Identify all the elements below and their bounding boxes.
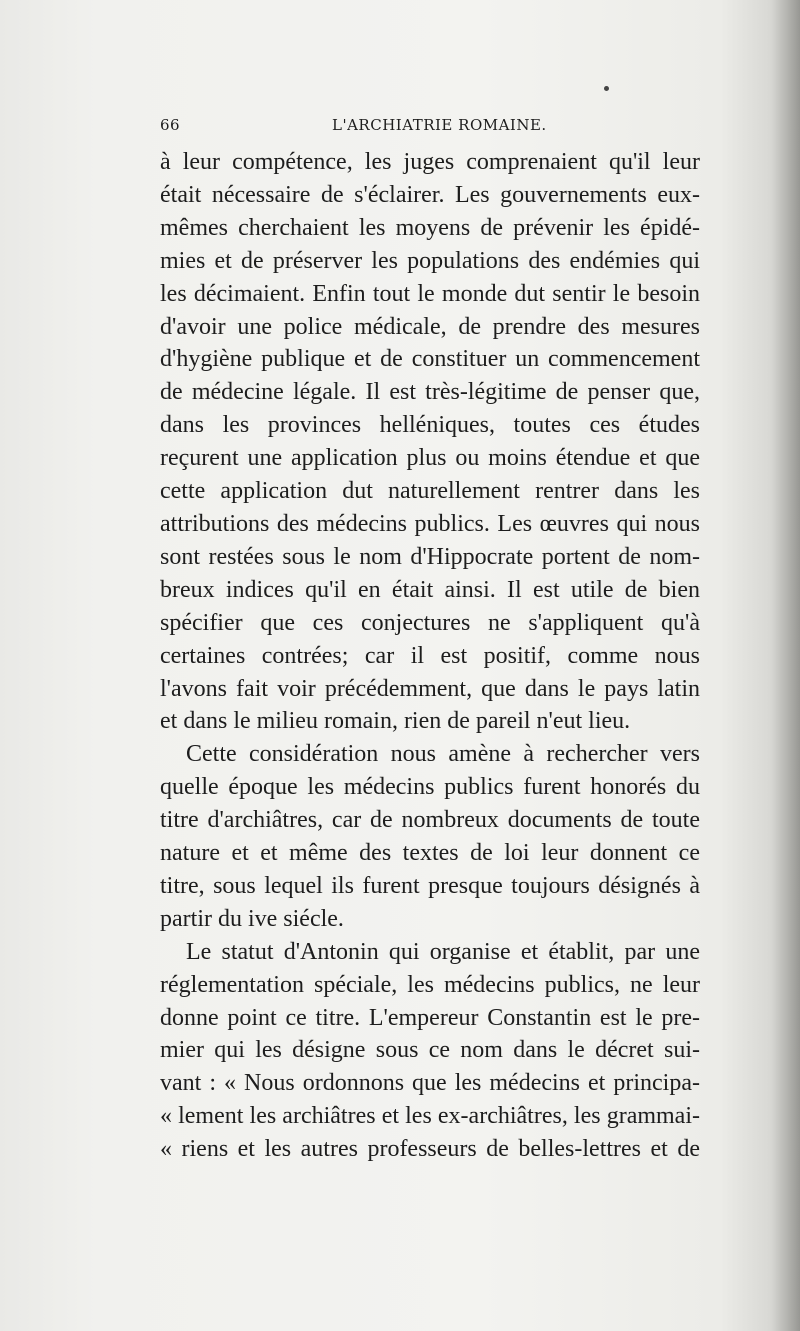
page-number: 66 xyxy=(160,116,181,134)
page-edge-shadow xyxy=(772,0,800,1331)
text-line: vant : « Nous ordonnons que les médecins et principa- xyxy=(160,1070,700,1097)
text-line: l'avons fait voir précédemment, que dans le pays latin xyxy=(160,675,700,702)
text-line: réglementation spéciale, les médecins publics, ne leur xyxy=(160,971,700,998)
text-line: mier qui les désigne sous ce nom dans le décret sui- xyxy=(160,1037,700,1064)
text-line: titre, sous lequel ils furent presque toujours désignés à xyxy=(160,872,700,899)
ink-speck xyxy=(604,86,609,91)
text-line: cette application dut naturellement rentrer dans les xyxy=(160,478,700,505)
text-line: partir du ive siécle. xyxy=(160,905,344,932)
page-header xyxy=(160,116,700,138)
text-line: mies et de préserver les populations des endémies qui xyxy=(160,247,700,274)
text-line: sont restées sous le nom d'Hippocrate portent de nom- xyxy=(160,543,700,570)
text-line: et dans le milieu romain, rien de pareil n'eut lieu. xyxy=(160,708,631,735)
text-line: « lement les archiâtres et les ex-archiâtres, les grammai- xyxy=(160,1103,700,1130)
text-line: était nécessaire de s'éclairer. Les gouvernements eux- xyxy=(160,181,700,208)
text-line: nature et et même des textes de loi leur donnent ce xyxy=(160,840,700,867)
text-line: mêmes cherchaient les moyens de prévenir les épidé- xyxy=(160,214,700,241)
text-line: titre d'archiâtres, car de nombreux documents de toute xyxy=(160,807,700,834)
text-line: Le statut d'Antonin qui organise et établit, par une xyxy=(186,938,700,965)
text-line: Cette considération nous amène à rechercher vers xyxy=(186,741,700,768)
text-line: de médecine légale. Il est très-légitime de penser que, xyxy=(160,379,700,406)
text-line: spécifier que ces conjectures ne s'appliquent qu'à xyxy=(160,609,700,636)
text-line: d'avoir une police médicale, de prendre des mesures xyxy=(160,313,700,340)
text-line: dans les provinces helléniques, toutes ces études xyxy=(160,412,700,439)
text-line: attributions des médecins publics. Les œuvres qui nous xyxy=(160,510,700,537)
text-line: reçurent une application plus ou moins étendue et que xyxy=(160,445,700,472)
text-line: breux indices qu'il en était ainsi. Il est utile de bien xyxy=(160,576,700,603)
text-line: à leur compétence, les juges comprenaient qu'il leur xyxy=(160,149,700,175)
text-line: d'hygiène publique et de constituer un commencement xyxy=(160,346,700,373)
body-text xyxy=(160,146,700,1166)
text-line: les décimaient. Enfin tout le monde dut sentir le besoin xyxy=(160,280,700,307)
text-line: donne point ce titre. L'empereur Constantin est le pre- xyxy=(160,1004,700,1031)
text-line: certaines contrées; car il est positif, comme nous xyxy=(160,642,700,669)
running-head: L'ARCHIATRIE ROMAINE. xyxy=(332,116,547,134)
text-line: quelle époque les médecins publics furent honorés du xyxy=(160,774,700,801)
text-line: « riens et les autres professeurs de belles-lettres et de xyxy=(160,1136,700,1163)
